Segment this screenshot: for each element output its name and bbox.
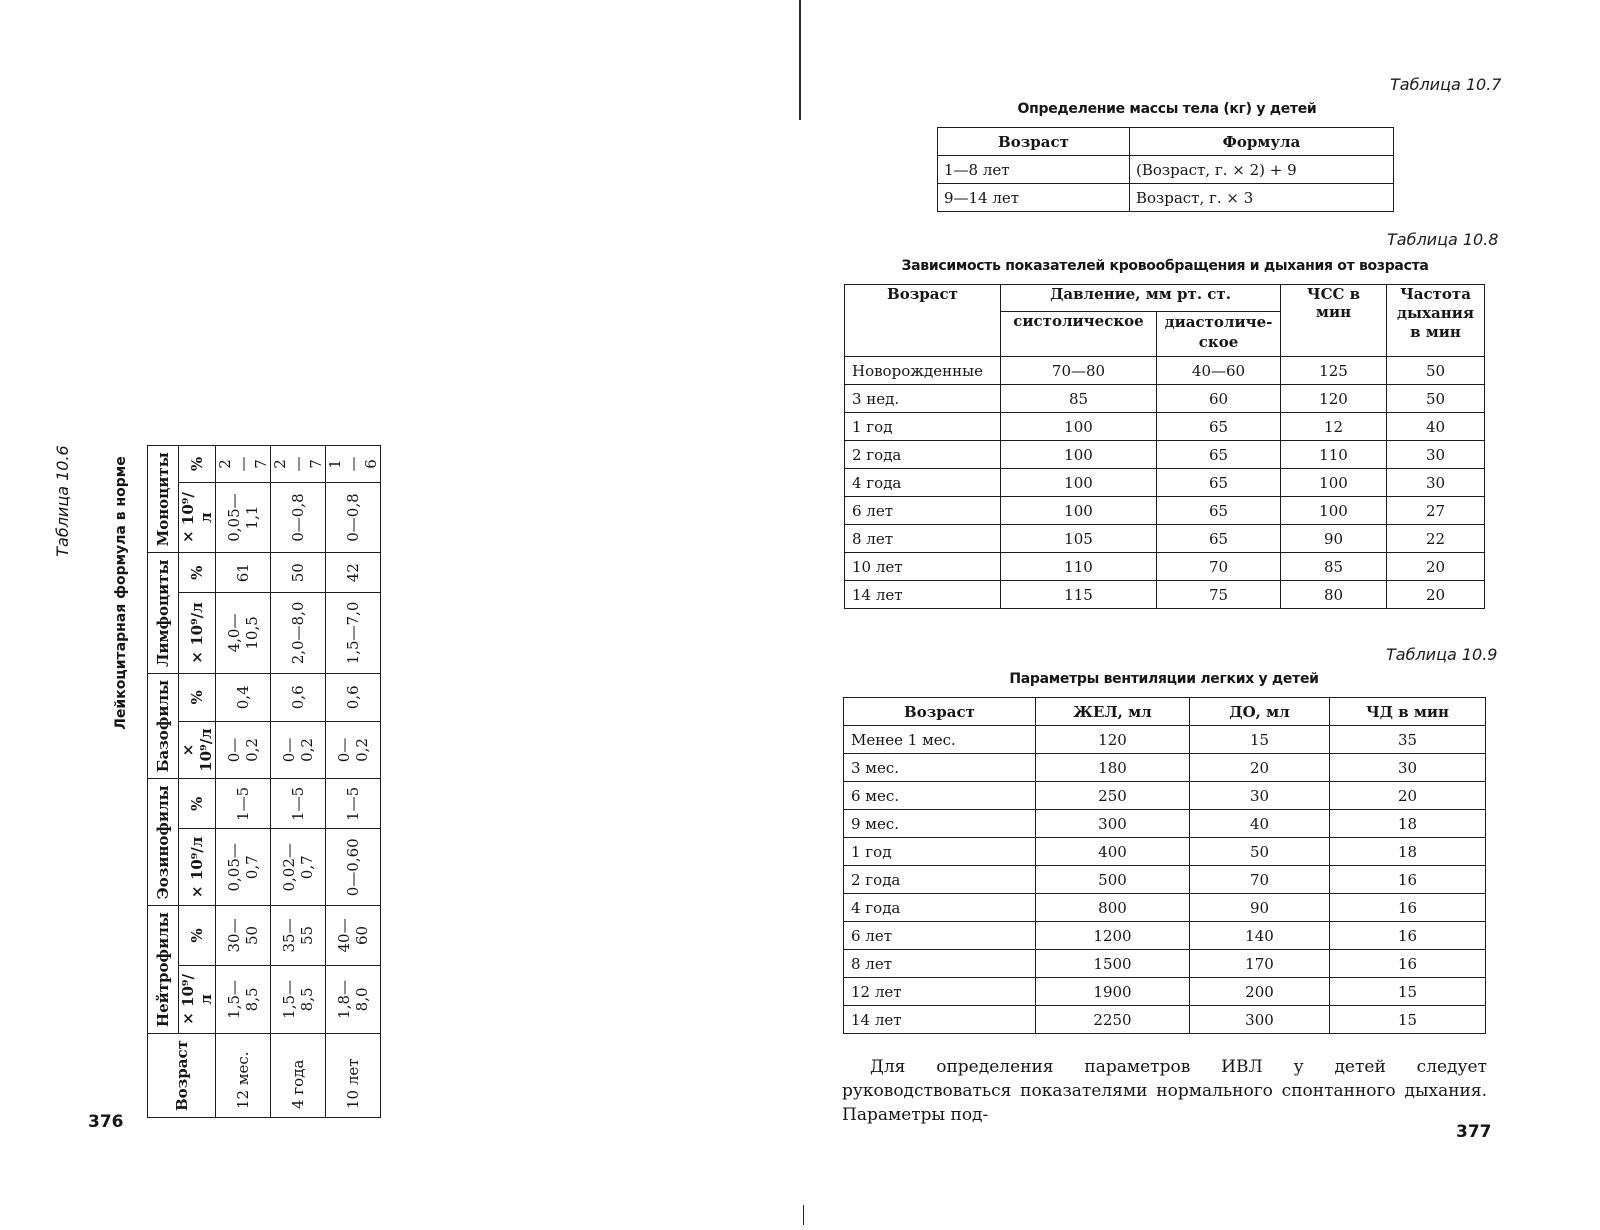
cell: 15 [1330, 978, 1486, 1006]
body-paragraph: Для определения параметров ИВЛ у детей следует руководствоваться показателями нормального спонтанного дыхания. Параметры под- [842, 1057, 1487, 1125]
cell: 65 [1157, 413, 1281, 441]
cell: 15 [1330, 1006, 1486, 1034]
cell-age: 14 лет [845, 581, 1001, 609]
table-row [845, 357, 1485, 385]
cell: 1—5 [326, 779, 381, 829]
table-row [845, 581, 1485, 609]
header-rr-line: Частота [1400, 285, 1471, 303]
header-age: Возраст [938, 128, 1130, 156]
cell: 1,5—7,0 [326, 592, 381, 673]
cell-age: 8 лет [844, 950, 1036, 978]
cell-age: 4 года [844, 894, 1036, 922]
cell: 0—0,8 [326, 482, 381, 553]
header-pressure: Давление, мм рт. ст. [1001, 285, 1281, 312]
table-row [844, 838, 1486, 866]
cell: 40 [1190, 810, 1330, 838]
cell-age: Новорожденные [845, 357, 1001, 385]
cell: 60 [1157, 385, 1281, 413]
cell: 2—7 [271, 446, 326, 482]
cell-age: 14 лет [844, 1006, 1036, 1034]
cell: 100 [1001, 469, 1157, 497]
header-rr-line: в мин [1410, 323, 1461, 341]
table-row [271, 446, 326, 1118]
header-rr-line: дыхания [1397, 304, 1474, 322]
table-row [844, 782, 1486, 810]
cell: 300 [1190, 1006, 1330, 1034]
cell: 90 [1190, 894, 1330, 922]
cell: 1,5—8,5 [216, 965, 271, 1033]
cell: 16 [1330, 950, 1486, 978]
header-respiratory-rate: ЧД в мин [1330, 698, 1486, 726]
cell-age: 10 лет [845, 553, 1001, 581]
table-row [844, 922, 1486, 950]
header-diastolic-line: диастоличе- [1164, 313, 1273, 331]
table-row [845, 525, 1485, 553]
header-unit: % [179, 446, 216, 482]
table-10-9-caption: Таблица 10.9 [1386, 645, 1498, 664]
cell: 16 [1330, 922, 1486, 950]
cell: 30 [1190, 782, 1330, 810]
cell: 27 [1387, 497, 1485, 525]
cell-age: 4 года [271, 1034, 326, 1118]
cell: 16 [1330, 866, 1486, 894]
header-unit: % [179, 553, 216, 593]
cell: 180 [1036, 754, 1190, 782]
cell: 90 [1281, 525, 1387, 553]
cell: 20 [1387, 581, 1485, 609]
cell-age: 8 лет [845, 525, 1001, 553]
table-row [326, 446, 381, 1118]
header-unit: × 10⁹/л [179, 829, 216, 906]
cell: 1200 [1036, 922, 1190, 950]
header-formula: Формула [1130, 128, 1394, 156]
cell: 1—6 [326, 446, 381, 482]
cell: 30 [1330, 754, 1486, 782]
table-10-6 [147, 445, 381, 1118]
table-10-9 [843, 697, 1486, 1034]
cell: 61 [216, 553, 271, 593]
cell: 2,0—8,0 [271, 592, 326, 673]
header-age: Возраст [844, 698, 1036, 726]
cell: 30 [1387, 469, 1485, 497]
page-number-right: 377 [1456, 1122, 1492, 1142]
cell: 120 [1036, 726, 1190, 754]
cell: 0—0,2 [216, 721, 271, 779]
table-10-9-body [844, 726, 1486, 1034]
table-row [938, 156, 1394, 184]
cell: 18 [1330, 810, 1486, 838]
cell-age: 6 лет [845, 497, 1001, 525]
cell: 50 [1387, 357, 1485, 385]
table-row [844, 726, 1486, 754]
cell: 100 [1281, 497, 1387, 525]
header-diastolic-line: ское [1198, 333, 1239, 351]
cell: 4,0—10,5 [216, 592, 271, 673]
header-group: Эозинофилы [148, 779, 179, 906]
cell: 70 [1190, 866, 1330, 894]
page-gutter-line [799, 0, 801, 120]
cell: 100 [1001, 413, 1157, 441]
cell: 2250 [1036, 1006, 1190, 1034]
table-row [844, 810, 1486, 838]
cell: 20 [1190, 754, 1330, 782]
table-10-9-title: Параметры вентиляции легких у детей [1009, 671, 1319, 687]
left-page [0, 0, 790, 1230]
cell: 18 [1330, 838, 1486, 866]
table-row [844, 978, 1486, 1006]
table-row [844, 866, 1486, 894]
cell-age: 1 год [844, 838, 1036, 866]
cell-age: 12 лет [844, 978, 1036, 1006]
cell: 115 [1001, 581, 1157, 609]
table-row [938, 184, 1394, 212]
cell-age: 4 года [845, 469, 1001, 497]
cell: 22 [1387, 525, 1485, 553]
cell: 1—5 [271, 779, 326, 829]
table-row [844, 950, 1486, 978]
cell: 0—0,2 [271, 721, 326, 779]
table-row [845, 469, 1485, 497]
cell: 200 [1190, 978, 1330, 1006]
table-row [845, 441, 1485, 469]
cell: 110 [1001, 553, 1157, 581]
table-row [844, 1006, 1486, 1034]
cell: 85 [1001, 385, 1157, 413]
cell: 50 [271, 553, 326, 593]
cell: 125 [1281, 357, 1387, 385]
cell: 0,02—0,7 [271, 829, 326, 906]
cell-formula: (Возраст, г. × 2) + 9 [1130, 156, 1394, 184]
cell: 120 [1281, 385, 1387, 413]
cell: 40 [1387, 413, 1485, 441]
cell-age: 3 нед. [845, 385, 1001, 413]
cell-age: 6 мес. [844, 782, 1036, 810]
cell: 0—0,60 [326, 829, 381, 906]
cell: 15 [1190, 726, 1330, 754]
header-unit: % [179, 673, 216, 721]
cell-age: 10 лет [326, 1034, 381, 1118]
cell: 100 [1001, 497, 1157, 525]
cell: 0,6 [326, 673, 381, 721]
header-row-units [179, 446, 216, 1118]
cell: 40—60 [326, 906, 381, 966]
cell: 70—80 [1001, 357, 1157, 385]
cell: 65 [1157, 525, 1281, 553]
cell-age: 12 мес. [216, 1034, 271, 1118]
header-tidal-volume: ДО, мл [1190, 698, 1330, 726]
cell-age: 1—8 лет [938, 156, 1130, 184]
cell: 1900 [1036, 978, 1190, 1006]
table-10-8-body [845, 357, 1485, 609]
table-row [845, 385, 1485, 413]
cell: 65 [1157, 441, 1281, 469]
cell-formula: Возраст, г. × 3 [1130, 184, 1394, 212]
table-10-6-title: Лейкоцитарная формула в норме [113, 456, 129, 730]
cell: 12 [1281, 413, 1387, 441]
header-age: Возраст [845, 285, 1001, 357]
cell: 85 [1281, 553, 1387, 581]
cell: 400 [1036, 838, 1190, 866]
table-10-8-title: Зависимость показателей кровообращения и дыхания от возраста [901, 258, 1429, 274]
header-vital-capacity: ЖЕЛ, мл [1036, 698, 1190, 726]
cell: 100 [1281, 469, 1387, 497]
cell: 1500 [1036, 950, 1190, 978]
table-10-8-caption: Таблица 10.8 [1387, 230, 1499, 249]
cell-age: 1 год [845, 413, 1001, 441]
cell: 0,05—0,7 [216, 829, 271, 906]
header-unit: % [179, 779, 216, 829]
cell: 20 [1387, 553, 1485, 581]
cell-age: Менее 1 мес. [844, 726, 1036, 754]
cell: 0,4 [216, 673, 271, 721]
table-header-row [845, 285, 1485, 312]
cell: 100 [1001, 441, 1157, 469]
cell: 1—5 [216, 779, 271, 829]
cell: 800 [1036, 894, 1190, 922]
header-row-groups [148, 446, 179, 1118]
cell: 110 [1281, 441, 1387, 469]
cell: 40—60 [1157, 357, 1281, 385]
header-unit: % [179, 906, 216, 966]
table-10-7 [937, 127, 1394, 212]
table-10-7-caption: Таблица 10.7 [1390, 75, 1502, 94]
cell: 250 [1036, 782, 1190, 810]
cell: 50 [1387, 385, 1485, 413]
cell: 42 [326, 553, 381, 593]
header-age: Возраст [148, 1034, 216, 1118]
rotated-table-block [53, 445, 381, 1118]
cell: 65 [1157, 497, 1281, 525]
cell: 30 [1387, 441, 1485, 469]
header-respiratory-rate [1387, 285, 1485, 357]
table-10-8 [844, 284, 1485, 609]
table-10-7-title: Определение массы тела (кг) у детей [1017, 101, 1317, 117]
cell: 170 [1190, 950, 1330, 978]
header-group: Базофилы [148, 673, 179, 778]
cell: 16 [1330, 894, 1486, 922]
cell: 75 [1157, 581, 1281, 609]
cell: 70 [1157, 553, 1281, 581]
page-gutter-mark [803, 1205, 804, 1225]
page-number-left: 376 [88, 1112, 124, 1132]
cell: 105 [1001, 525, 1157, 553]
cell-age: 2 года [845, 441, 1001, 469]
cell: 2—7 [216, 446, 271, 482]
header-unit: × 10⁹/л [179, 965, 216, 1033]
cell: 50 [1190, 838, 1330, 866]
header-heart-rate: ЧСС в мин [1281, 285, 1387, 357]
cell-age: 6 лет [844, 922, 1036, 950]
cell: 0—0,8 [271, 482, 326, 553]
table-row [845, 413, 1485, 441]
cell: 1,5—8,5 [271, 965, 326, 1033]
header-systolic: систолическое [1001, 312, 1157, 357]
right-page [812, 0, 1600, 1230]
cell: 1,8—8,0 [326, 965, 381, 1033]
header-unit: × 10⁹/л [179, 592, 216, 673]
table-row [844, 754, 1486, 782]
header-group: Моноциты [148, 446, 179, 553]
header-group: Нейтрофилы [148, 906, 179, 1034]
cell-age: 9 мес. [844, 810, 1036, 838]
header-diastolic [1157, 312, 1281, 357]
cell: 65 [1157, 469, 1281, 497]
table-row [216, 446, 271, 1118]
cell: 0,6 [271, 673, 326, 721]
cell-age: 2 года [844, 866, 1036, 894]
table-header-row [938, 128, 1394, 156]
cell: 30—50 [216, 906, 271, 966]
header-group: Лимфоциты [148, 553, 179, 674]
cell-age: 9—14 лет [938, 184, 1130, 212]
header-unit: × 10⁹/л [179, 482, 216, 553]
table-10-6-caption: Таблица 10.6 [53, 445, 72, 557]
cell: 35 [1330, 726, 1486, 754]
cell: 140 [1190, 922, 1330, 950]
table-row [845, 553, 1485, 581]
cell: 35—55 [271, 906, 326, 966]
cell: 500 [1036, 866, 1190, 894]
table-row [844, 894, 1486, 922]
cell: 80 [1281, 581, 1387, 609]
table-row [845, 497, 1485, 525]
cell: 0,05—1,1 [216, 482, 271, 553]
table-header-row [844, 698, 1486, 726]
cell: 300 [1036, 810, 1190, 838]
cell-age: 3 мес. [844, 754, 1036, 782]
cell: 0—0,2 [326, 721, 381, 779]
cell: 20 [1330, 782, 1486, 810]
header-unit: × 10⁹/л [179, 721, 216, 779]
